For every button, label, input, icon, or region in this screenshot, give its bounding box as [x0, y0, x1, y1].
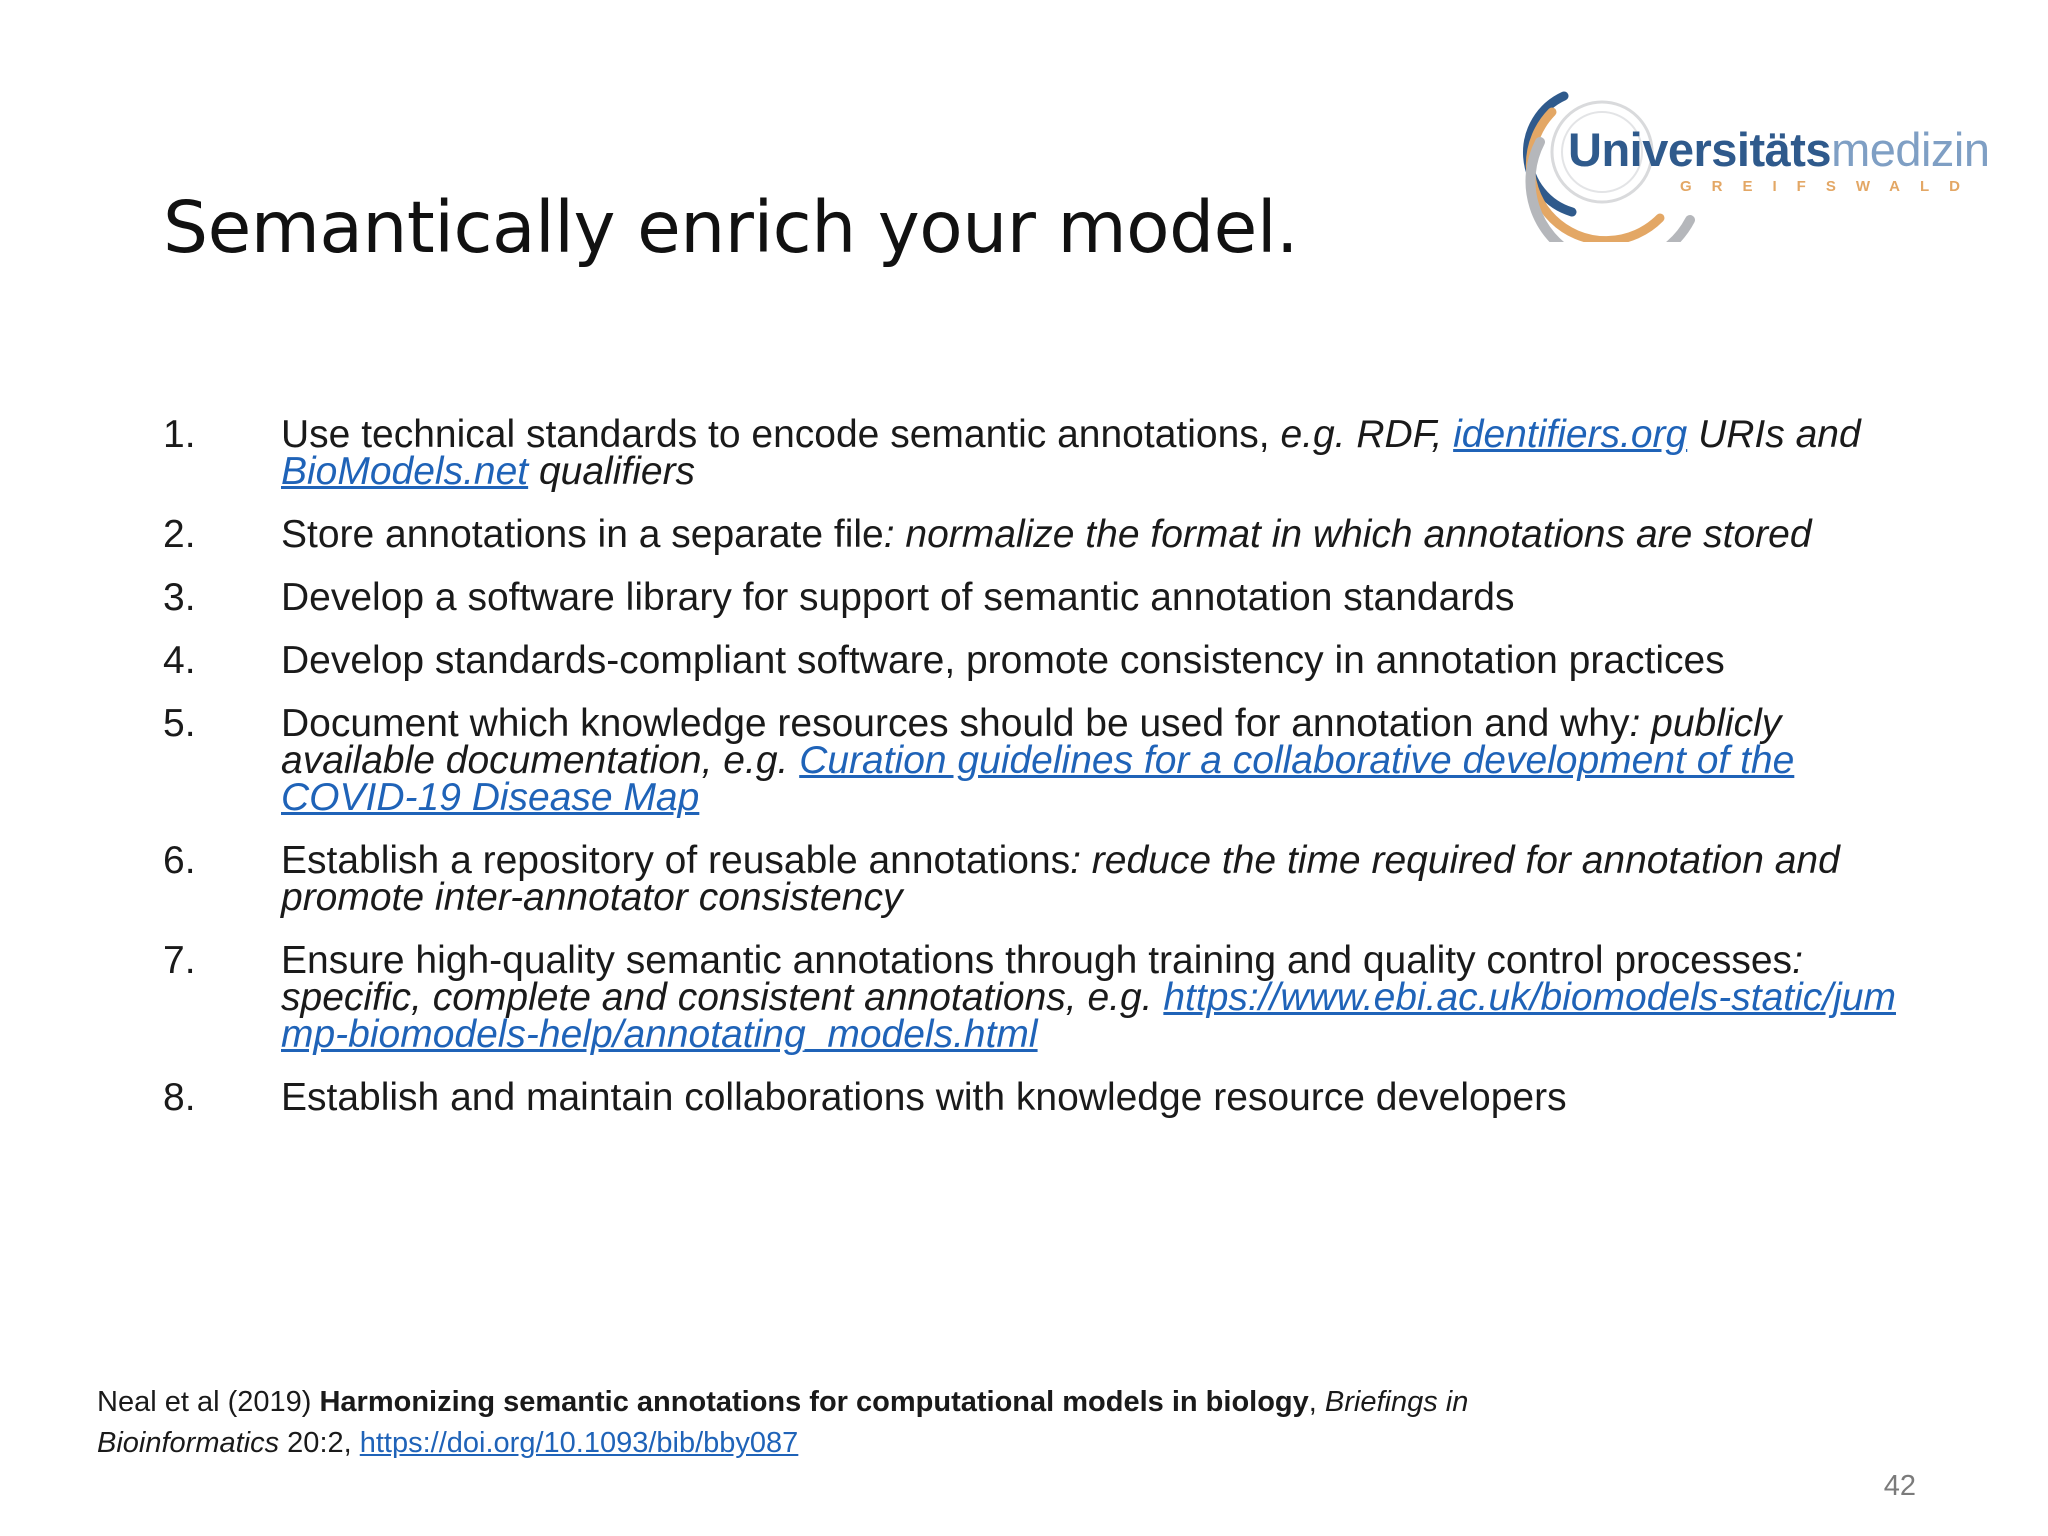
list-item	[163, 639, 1903, 682]
list-item	[163, 702, 1903, 819]
item-number: 2.	[163, 513, 196, 556]
item-number: 7.	[163, 939, 196, 982]
item-text-main: Establish a repository of reusable annotations	[281, 839, 1071, 882]
item-text	[281, 702, 1903, 819]
logo-wordmark	[1568, 122, 1990, 177]
reference-citation	[97, 1382, 1657, 1464]
item-text	[281, 639, 1903, 682]
item-number: 1.	[163, 413, 196, 456]
list-item	[163, 1076, 1903, 1119]
item-text-main: Develop a software library for support of semantic annotation standards	[281, 576, 1515, 619]
item-text-main: Use technical standards to encode semantic annotations,	[281, 413, 1281, 456]
logo-word-bold: Universitäts	[1568, 123, 1832, 176]
item-number: 5.	[163, 702, 196, 745]
item-text-main: Develop standards-compliant software, promote consistency in annotation practices	[281, 639, 1725, 682]
doi-link[interactable]: https://doi.org/10.1093/bib/bby087	[359, 1427, 799, 1459]
identifiers-org-link[interactable]: identifiers.org	[1453, 413, 1688, 456]
item-text-italic: qualifiers	[528, 450, 696, 493]
reference-authors: Neal et al (2019)	[97, 1386, 320, 1418]
item-text	[281, 1076, 1903, 1119]
item-text-italic: : reduce the time required for annotation and promote inter-annotator consistency	[281, 839, 1840, 919]
covid19-guidelines-link[interactable]: Curation guidelines for a collaborative development of the COVID-19 Disease Map	[281, 739, 1795, 819]
item-text-main: Ensure high-quality semantic annotations through training and quality control processes	[281, 939, 1793, 982]
logo-word-light: medizin	[1831, 123, 1990, 176]
item-text-italic: e.g. RDF,	[1280, 413, 1454, 456]
item-number: 8.	[163, 1076, 196, 1119]
reference-volume: 20:2,	[279, 1427, 360, 1459]
item-text-italic: : specific, complete and consistent annotations, e.g.	[281, 939, 1803, 1019]
list-item	[163, 939, 1903, 1056]
item-text-italic: URIs and	[1687, 413, 1861, 456]
item-text	[281, 513, 1903, 556]
slide-title: Semantically enrich your model.	[163, 186, 1299, 269]
list-item	[163, 513, 1903, 556]
biomodels-net-link[interactable]: BioModels.net	[281, 450, 529, 493]
biomodels-annotation-help-link[interactable]: https://www.ebi.ac.uk/biomodels-static/jummp-biomodels-help/annotating_models.html	[281, 976, 1896, 1056]
item-text	[281, 939, 1903, 1056]
item-number: 4.	[163, 639, 196, 682]
list-item	[163, 413, 1903, 493]
item-text-italic: : publicly available documentation, e.g.	[281, 702, 1782, 782]
item-text-main: Store annotations in a separate file	[281, 513, 884, 556]
list-item	[163, 576, 1903, 619]
item-text-italic: : normalize the format in which annotations are stored	[883, 513, 1812, 556]
item-text	[281, 576, 1903, 619]
item-text-main: Document which knowledge resources should be used for annotation and why	[281, 702, 1630, 745]
page-number: 42	[1883, 1470, 1916, 1502]
item-number: 6.	[163, 839, 196, 882]
item-number: 3.	[163, 576, 196, 619]
list-item	[163, 839, 1903, 919]
reference-title: Harmonizing semantic annotations for computational models in biology	[319, 1386, 1309, 1418]
item-text	[281, 413, 1903, 493]
reference-journal: Briefings in Bioinformatics	[97, 1386, 1469, 1459]
item-text	[281, 839, 1903, 919]
logo-subtitle: GREIFSWALD	[1680, 178, 1980, 195]
reference-separator: ,	[1308, 1386, 1325, 1418]
university-logo	[1510, 82, 1990, 242]
item-text-main: Establish and maintain collaborations with knowledge resource developers	[281, 1076, 1567, 1119]
recommendation-list	[163, 413, 1903, 1142]
